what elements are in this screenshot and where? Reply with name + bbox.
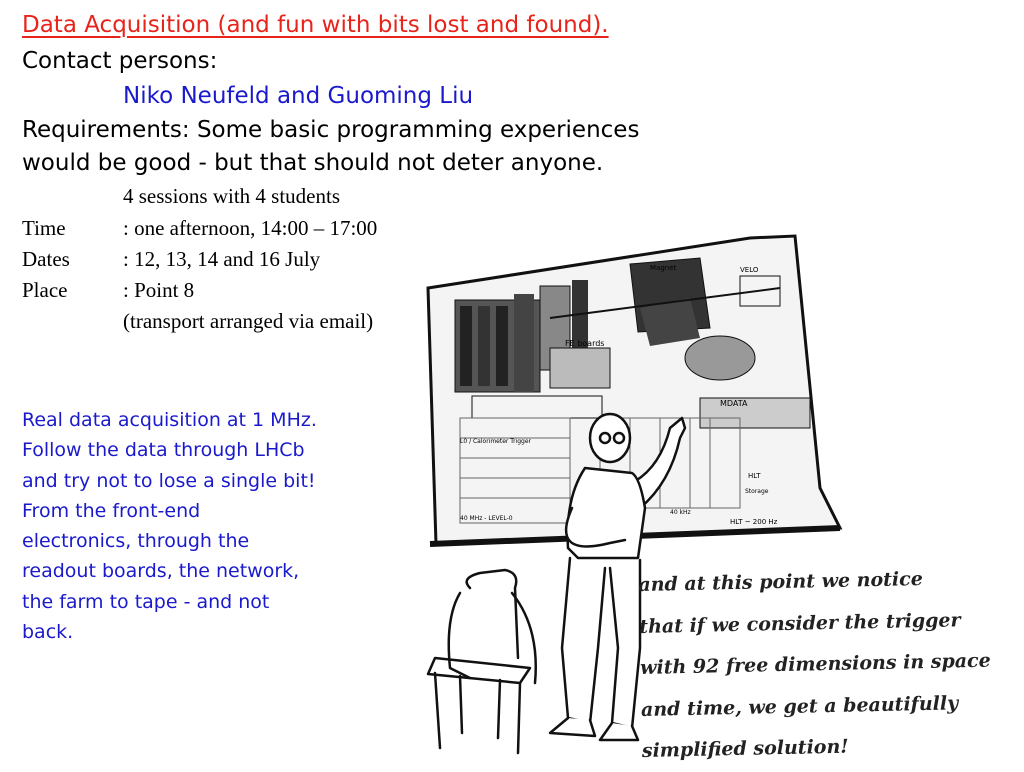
blurb-line: back. xyxy=(22,621,74,644)
board-label: HLT xyxy=(748,472,761,480)
place-value: : Point 8 xyxy=(123,278,195,302)
contact-names: Niko Neufeld and Guoming Liu xyxy=(123,83,474,109)
caption-line: with 92 free dimensions in space xyxy=(639,649,991,679)
requirements-line-1: Requirements: Some basic programming experiences xyxy=(22,117,640,143)
description-blurb xyxy=(22,405,402,647)
caption-line: and at this point we notice xyxy=(638,568,924,596)
caption-line: and time, we get a beautifully xyxy=(640,691,959,721)
blurb-line: and try not to lose a single bit! xyxy=(22,469,316,492)
requirements-line-2: would be good - but that should not deter anyone. xyxy=(22,150,604,176)
blurb-line: the farm to tape - and not xyxy=(22,590,270,613)
sessions-text: 4 sessions with 4 students xyxy=(123,184,341,208)
blurb-line: Real data acquisition at 1 MHz. xyxy=(22,409,317,431)
board-label: FE boards xyxy=(565,339,605,348)
time-label: Time xyxy=(22,216,66,240)
time-value: : one afternoon, 14:00 – 17:00 xyxy=(123,216,378,240)
board-label: HLT ~ 200 Hz xyxy=(730,518,778,526)
dates-value: : 12, 13, 14 and 16 July xyxy=(123,247,321,271)
blurb-line: electronics, through the xyxy=(22,530,250,553)
transport-note: (transport arranged via email) xyxy=(123,309,374,333)
page-title: Data Acquisition (and fun with bits lost and found). xyxy=(22,12,609,38)
caption-line: that if we consider the trigger xyxy=(639,608,961,638)
place-label: Place xyxy=(22,278,68,302)
dates-label: Dates xyxy=(22,247,70,271)
board-label: 40 kHz xyxy=(670,509,691,516)
board-label: L0 / Calorimeter Trigger xyxy=(460,438,531,445)
board-label: VELO xyxy=(740,266,759,274)
board-label: MDATA xyxy=(720,399,748,408)
chair-with-jacket-illustration xyxy=(428,570,536,753)
board-label: Storage xyxy=(745,488,769,495)
handwritten-caption xyxy=(638,557,1024,772)
blurb-line: From the front-end xyxy=(22,499,201,522)
board-label: Magnet xyxy=(650,264,677,272)
contact-label: Contact persons: xyxy=(22,48,218,74)
caption-line: simplified solution! xyxy=(641,735,849,762)
blurb-line: readout boards, the network, xyxy=(22,560,300,583)
blurb-line: Follow the data through LHCb xyxy=(22,439,305,462)
board-label: 40 MHz - LEVEL-0 xyxy=(460,515,513,522)
